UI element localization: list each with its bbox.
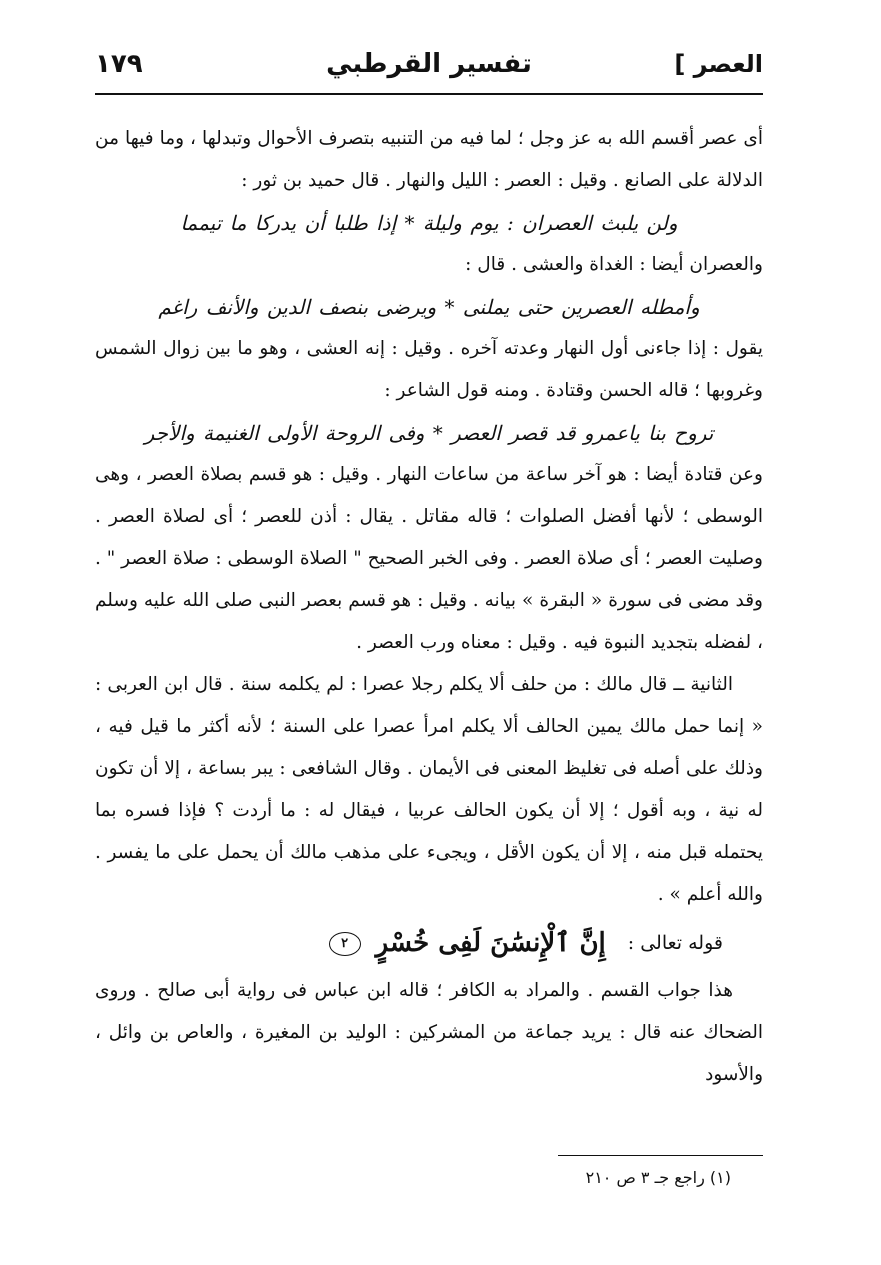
page-number: ١٧٩ [95,49,143,79]
footnote-rule [558,1155,763,1156]
paragraph: الثانية ــ قال مالك : من حلف ألا يكلم رجلا عصرا : لم يكلمه سنة . قال ابن العربى : « إنما حمل مالك يمين الحالف ألا يكلم امرأ عصرا على السنة ؛ لأنه أكثر ما قيل فيه ، وذلك على أصله فى تغليظ المعنى فى الأيمان . وقال الشافعى : يبر بساعة ، إلا أن تكون له نية ، وبه أقول ؛ إلا أن يكون الحالف عربيا ، فيقال له : ما أردت ؟ فإذا فسره بما يحتمله قبل منه ، إلا أن يكون الأقل ، ويجىء على مذهب مالك أن يحمل على ما يفسر . والله أعلم » . [95,674,763,905]
poetry-verse: ولن يلبث العصران : يوم وليلة * إذا طلبا أن يدركا ما تيمما [180,211,678,235]
paragraph: وعن قتادة أيضا : هو آخر ساعة من ساعات النهار . وقيل : هو قسم بصلاة العصر ، وهى الوسطى ؛ لأنها أفضل الصلوات ؛ قاله مقاتل . يقال : أذن للعصر ؛ أى لصلاة العصر . وصليت العصر ؛ أى صلاة العصر . وفى الخبر الصحيح " الصلاة الوسطى : صلاة العصر " . وقد مضى فى سورة « البقرة » بيانه . وقيل : هو قسم بعصر النبى صلى الله عليه وسلم ، لفضله بتجديد النبوة فيه . وقيل : معناه ورب العصر . [95,464,763,653]
poetry-verse: تروح بنا ياعمرو قد قصر العصر * وفى الروحة الأولى الغنيمة والأجر [144,421,714,445]
ayah-number-icon: ٢ [329,932,361,956]
footnote: (١) راجع جـ ٣ ص ٢١٠ [585,1168,731,1187]
running-header [95,40,763,88]
paragraph: والعصران أيضا : الغداة والعشى . قال : [465,254,763,275]
quran-text [329,922,606,964]
paragraph: أى عصر أقسم الله به عز وجل ؛ لما فيه من التنبيه بتصرف الأحوال وتبدلها ، وما فيها من الدلالة على الصانع . وقيل : العصر : الليل والنهار . قال حميد بن ثور : [95,128,763,191]
quran-lead: قوله تعالى : [627,932,723,954]
paragraph: هذا جواب القسم . والمراد به الكافر ؛ قاله ابن عباس فى رواية أبى صالح . وروى الضحاك عنه قال : يريد جماعة من المشركين : الوليد بن المغيرة ، والعاص بن وائل ، والأسود [95,980,763,1085]
quran-words: إِنَّ ٱلْإِنسَٰنَ لَفِى خُسْرٍ [375,928,606,958]
paragraph: يقول : إذا جاءنى أول النهار وعدته آخره . وقيل : إنه العشى ، وهو ما بين زوال الشمس وغروبها ؛ قاله الحسن وقتادة . ومنه قول الشاعر : [95,338,763,401]
poetry-verse: وأمطله العصرين حتى يملنى * ويرضى بنصف الدين والأنف راغم [158,295,700,319]
quran-verse-line [95,916,763,970]
book-title: تفسير القرطبي [326,49,532,79]
section-name: العصر ] [674,50,763,78]
main-text [95,118,763,1096]
header-rule [95,93,763,95]
